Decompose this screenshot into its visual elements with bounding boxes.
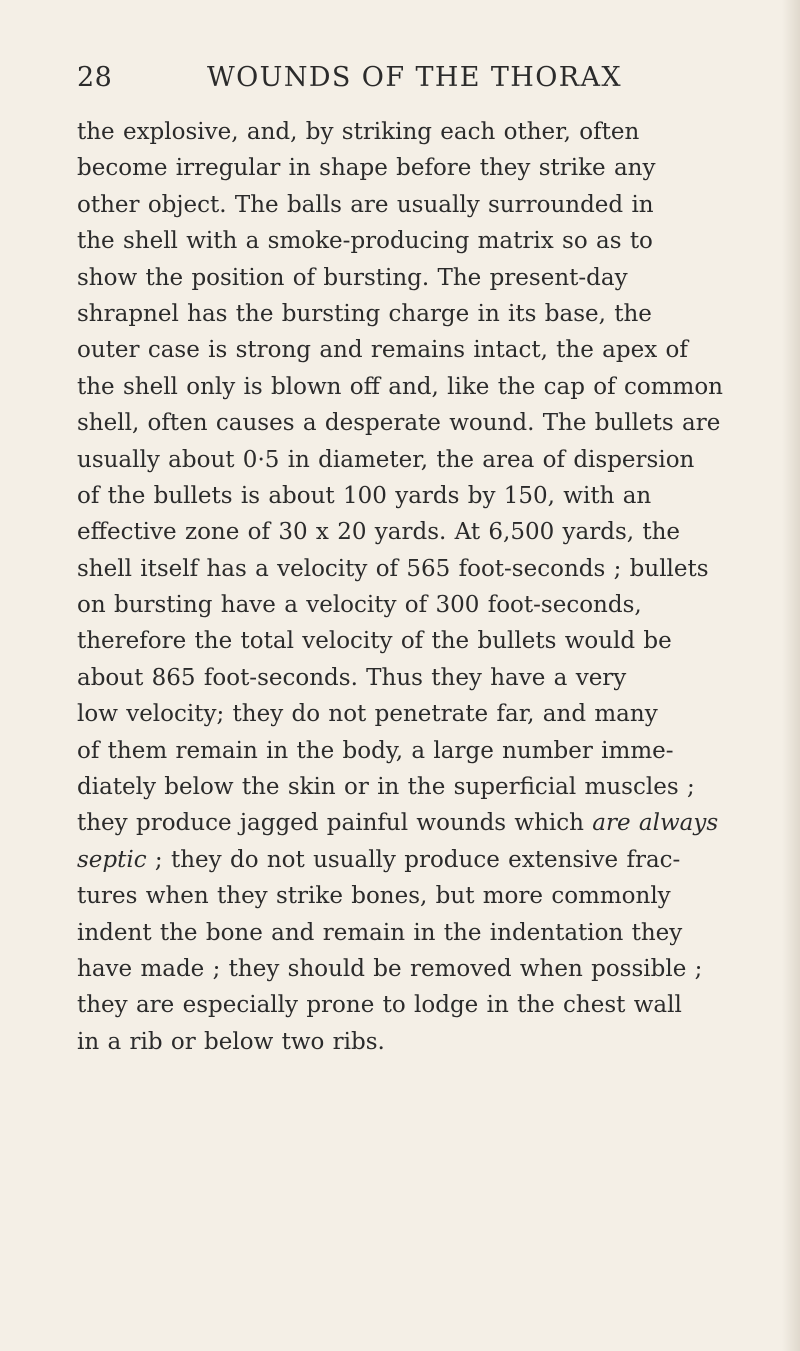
text-line: therefore the total velocity of the bullets would be [77, 628, 672, 655]
text-line: the shell with a smoke-producing matrix so as to [77, 228, 653, 255]
text-line [77, 842, 777, 878]
text-line: shell, often causes a desperate wound. The bullets are [77, 410, 721, 437]
text-line: the explosive, and, by striking each other, often [77, 119, 640, 145]
text-line: they are especially prone to lodge in the chest wall [77, 992, 682, 1019]
text-line: have made ; they should be removed when possible ; [77, 955, 703, 982]
text-line: show the position of bursting. The present-day [77, 264, 628, 291]
text-line: of them remain in the body, a large number imme- [77, 737, 674, 764]
italic-text-run: septic [77, 846, 147, 873]
text-line: on bursting have a velocity of 300 foot-seconds, [77, 592, 642, 619]
text-line: other object. The balls are usually surrounded in [77, 191, 654, 218]
text-line: shell itself has a velocity of 565 foot-seconds ; bullets [77, 555, 709, 582]
text-line: low velocity; they do not penetrate far, and many [77, 701, 658, 728]
text-line: usually about 0·5 in diameter, the area of dispersion [77, 446, 695, 473]
text-line: about 865 foot-seconds. Thus they have a very [77, 664, 627, 691]
text-line: become irregular in shape before they strike any [77, 155, 656, 182]
text-run: they produce jagged painful wounds which [77, 810, 593, 837]
text-line: the shell only is blown off and, like the cap of common [77, 373, 723, 400]
running-title: WOUNDS OF THE THORAX [207, 62, 623, 93]
text-line: outer case is strong and remains intact, the apex of [77, 337, 688, 364]
text-line: diately below the skin or in the superficial muscles ; [77, 774, 695, 801]
page-number: 28 [77, 62, 113, 93]
text-line: effective zone of 30 x 20 yards. At 6,500 yards, the [77, 519, 681, 546]
body-text [77, 114, 777, 1060]
text-run: ; they do not usually produce extensive frac- [146, 846, 681, 873]
page-edge-shadow [782, 0, 800, 1351]
page-header [77, 58, 727, 98]
text-line: in a rib or below two ribs. [77, 1028, 385, 1055]
text-line [77, 805, 777, 841]
text-line: shrapnel has the bursting charge in its base, the [77, 300, 652, 327]
text-line: tures when they strike bones, but more commonly [77, 883, 671, 910]
text-line: of the bullets is about 100 yards by 150, with an [77, 482, 652, 509]
text-line: indent the bone and remain in the indentation they [77, 919, 683, 946]
italic-text-run: are always [592, 810, 719, 837]
